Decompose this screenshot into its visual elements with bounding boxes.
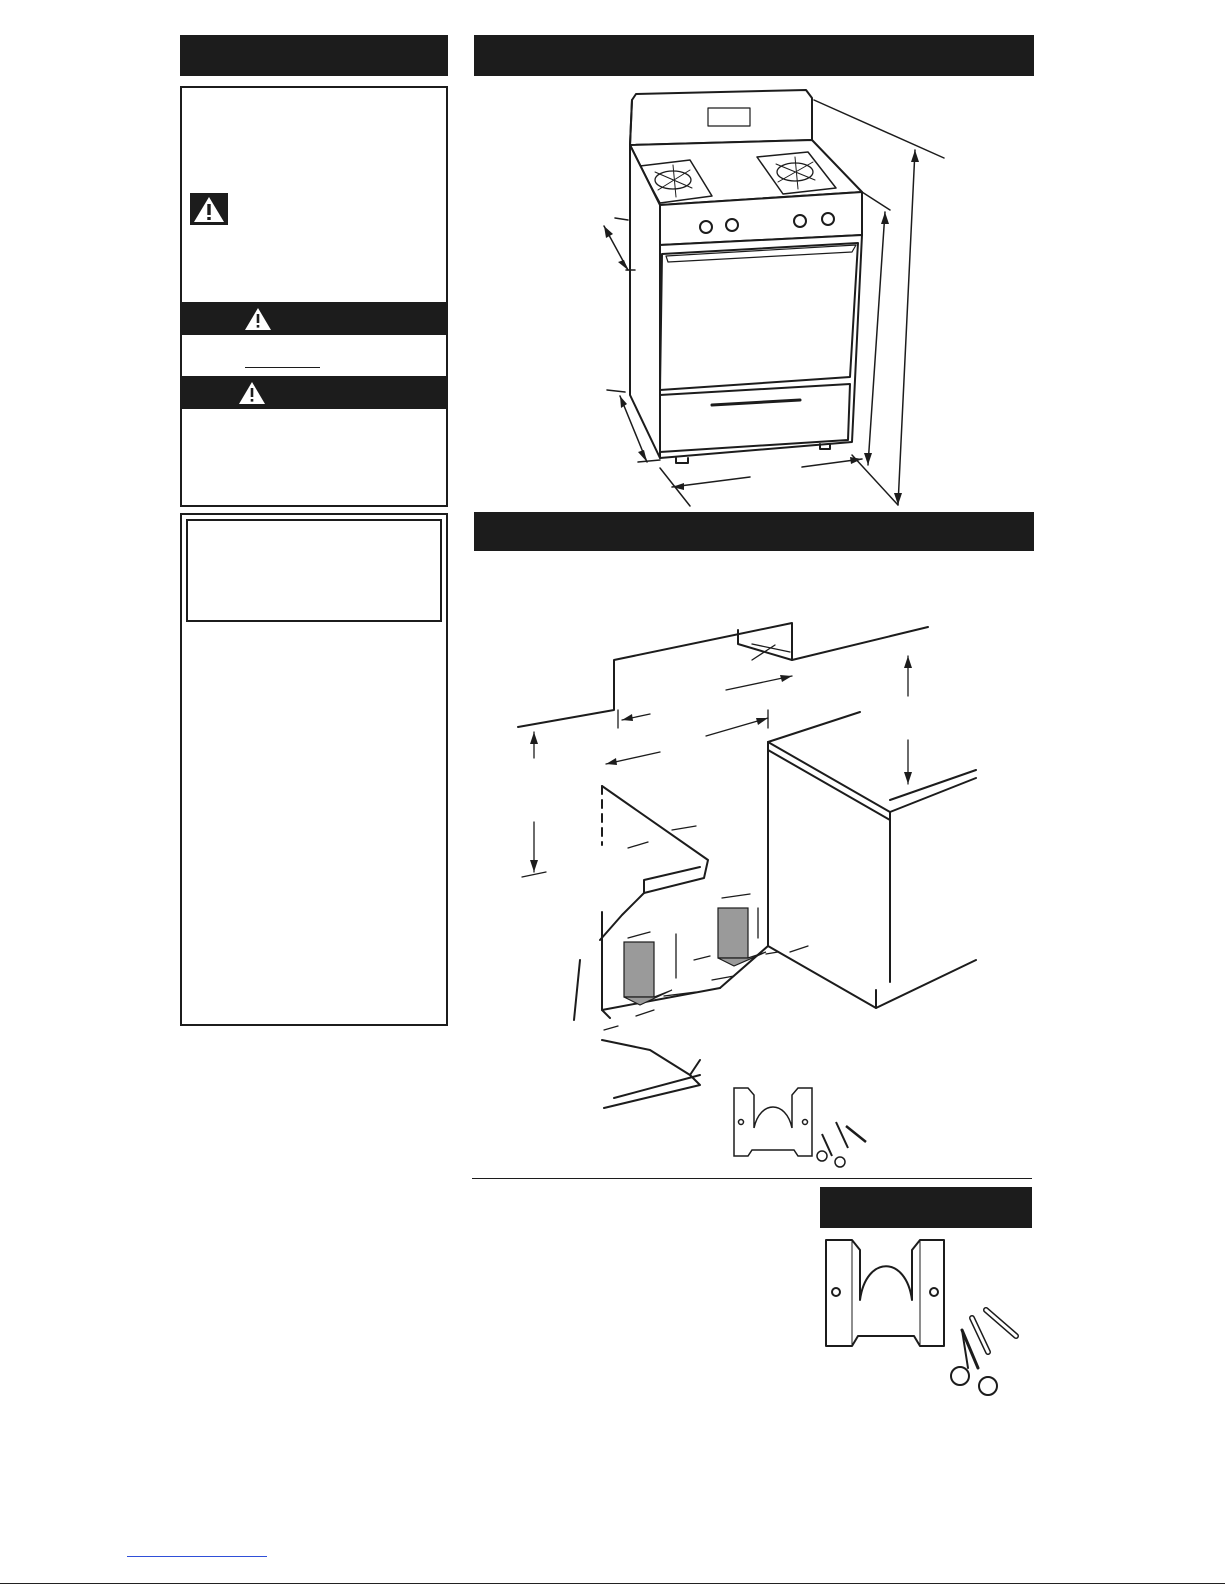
footer-link-underline[interactable] (127, 1556, 267, 1557)
warning-header-bar (180, 302, 448, 335)
anti-tip-header-bar (820, 1187, 1032, 1228)
cabinet-cutout-illustration (510, 615, 990, 1115)
warning-header-bar-2 (180, 376, 448, 409)
section-divider (472, 1178, 1032, 1179)
page-bottom-rule (0, 1583, 1225, 1584)
underlined-rule (245, 367, 320, 368)
left-header-bar (180, 35, 448, 76)
cabinet-header-bar (474, 512, 1034, 551)
warning-triangle-icon (190, 193, 228, 225)
range-illustration (560, 85, 960, 515)
warning-triangle-icon (244, 307, 272, 331)
warning-triangle-icon (238, 381, 266, 405)
safety-info-box (180, 86, 448, 507)
anti-tip-bracket-illustration (818, 1232, 1033, 1392)
dimensions-header-bar (474, 35, 1034, 76)
inner-note-box (186, 519, 442, 622)
